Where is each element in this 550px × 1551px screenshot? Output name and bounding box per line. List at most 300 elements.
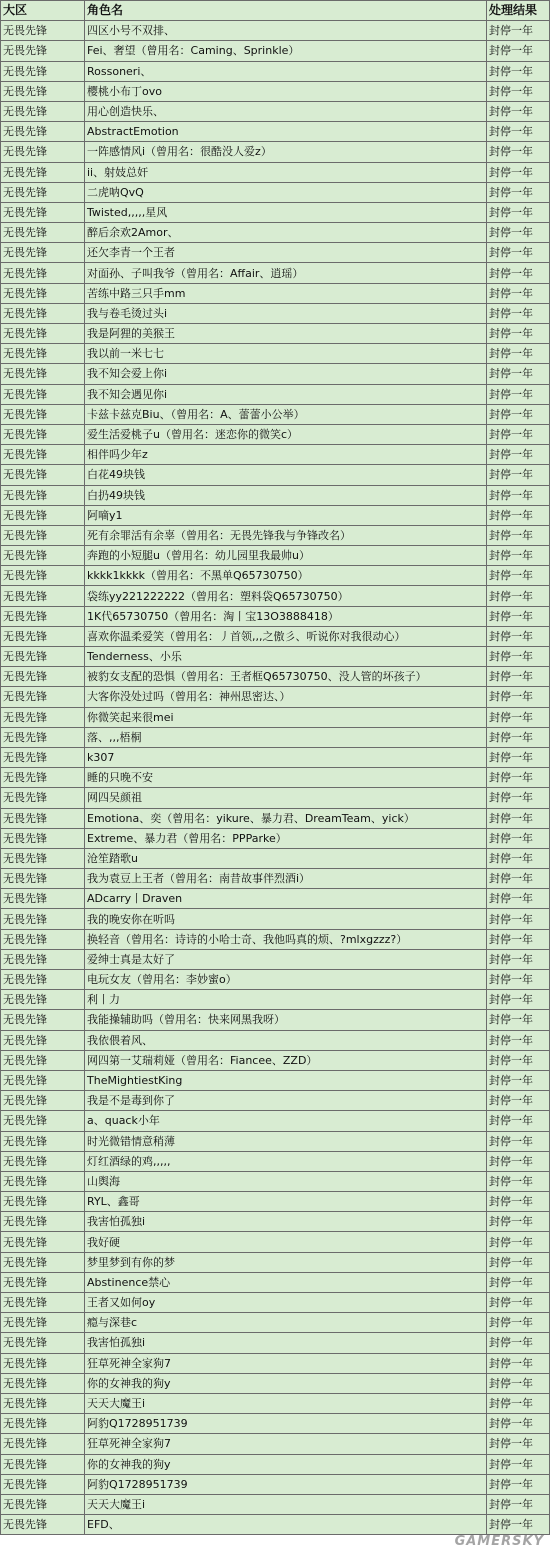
region-cell: 无畏先锋: [1, 1393, 85, 1413]
result-cell: 封停一年: [487, 525, 550, 545]
region-cell: 无畏先锋: [1, 202, 85, 222]
character-name-cell: 利丨力: [85, 990, 487, 1010]
region-cell: 无畏先锋: [1, 1333, 85, 1353]
result-cell: 封停一年: [487, 21, 550, 41]
table-row: [1, 970, 550, 990]
result-cell: 封停一年: [487, 162, 550, 182]
character-name-cell: 我害怕孤独i: [85, 1333, 487, 1353]
result-cell: 封停一年: [487, 1111, 550, 1131]
character-name-cell: 一阵感情风i（曾用名：很酷没人爱z）: [85, 142, 487, 162]
result-cell: 封停一年: [487, 1131, 550, 1151]
character-name-cell: 相伴吗少年z: [85, 445, 487, 465]
result-cell: 封停一年: [487, 1373, 550, 1393]
result-cell: 封停一年: [487, 909, 550, 929]
region-cell: 无畏先锋: [1, 1414, 85, 1434]
result-cell: 封停一年: [487, 970, 550, 990]
header-character-name: 角色名: [85, 1, 487, 21]
character-name-cell: 梦里梦到有你的梦: [85, 1252, 487, 1272]
table-row: [1, 1434, 550, 1454]
table-row: [1, 81, 550, 101]
character-name-cell: Fei、奢望（曾用名：Caming、Sprinkle）: [85, 41, 487, 61]
region-cell: 无畏先锋: [1, 1030, 85, 1050]
character-name-cell: 四区小号不双排、: [85, 21, 487, 41]
region-cell: 无畏先锋: [1, 101, 85, 121]
table-row: [1, 848, 550, 868]
table-row: [1, 1353, 550, 1373]
table-row: [1, 546, 550, 566]
table-row: [1, 1474, 550, 1494]
result-cell: 封停一年: [487, 122, 550, 142]
result-cell: 封停一年: [487, 445, 550, 465]
character-name-cell: kkkk1kkkk（曾用名：不黑单Q65730750）: [85, 566, 487, 586]
character-name-cell: 用心创造快乐、: [85, 101, 487, 121]
region-cell: 无畏先锋: [1, 1293, 85, 1313]
table-row: [1, 1171, 550, 1191]
result-cell: 封停一年: [487, 364, 550, 384]
table-row: [1, 1050, 550, 1070]
character-name-cell: 白扔49块钱: [85, 485, 487, 505]
character-name-cell: 阿豹Q1728951739: [85, 1474, 487, 1494]
result-cell: 封停一年: [487, 949, 550, 969]
character-name-cell: 网四吴颜祖: [85, 788, 487, 808]
region-cell: 无畏先锋: [1, 324, 85, 344]
region-cell: 无畏先锋: [1, 727, 85, 747]
table-row: [1, 122, 550, 142]
region-cell: 无畏先锋: [1, 707, 85, 727]
table-row: [1, 21, 550, 41]
table-row: [1, 707, 550, 727]
table-row: [1, 1111, 550, 1131]
character-name-cell: 樱桃小布丁ovo: [85, 81, 487, 101]
table-row: [1, 1212, 550, 1232]
result-cell: 封停一年: [487, 424, 550, 444]
region-cell: 无畏先锋: [1, 1131, 85, 1151]
result-cell: 封停一年: [487, 848, 550, 868]
character-name-cell: 醉后余欢2Amor、: [85, 223, 487, 243]
region-cell: 无畏先锋: [1, 768, 85, 788]
character-name-cell: 我不知会遇见你i: [85, 384, 487, 404]
result-cell: 封停一年: [487, 747, 550, 767]
region-cell: 无畏先锋: [1, 1091, 85, 1111]
region-cell: 无畏先锋: [1, 1515, 85, 1535]
table-row: [1, 687, 550, 707]
character-name-cell: 我以前一米七七: [85, 344, 487, 364]
region-cell: 无畏先锋: [1, 828, 85, 848]
region-cell: 无畏先锋: [1, 687, 85, 707]
result-cell: 封停一年: [487, 182, 550, 202]
result-cell: 封停一年: [487, 41, 550, 61]
region-cell: 无畏先锋: [1, 445, 85, 465]
character-name-cell: 我是不是毒到你了: [85, 1091, 487, 1111]
character-name-cell: 天天大魔王i: [85, 1393, 487, 1413]
result-cell: 封停一年: [487, 707, 550, 727]
result-cell: 封停一年: [487, 1252, 550, 1272]
table-body: [1, 21, 550, 1535]
header-row: [1, 1, 550, 21]
region-cell: 无畏先锋: [1, 162, 85, 182]
character-name-cell: 对面孙、子叫我爷（曾用名：Affair、逍瑶）: [85, 263, 487, 283]
region-cell: 无畏先锋: [1, 788, 85, 808]
table-row: [1, 525, 550, 545]
table-row: [1, 182, 550, 202]
result-cell: 封停一年: [487, 101, 550, 121]
table-row: [1, 283, 550, 303]
table-row: [1, 869, 550, 889]
result-cell: 封停一年: [487, 667, 550, 687]
region-cell: 无畏先锋: [1, 1171, 85, 1191]
table-row: [1, 1272, 550, 1292]
character-name-cell: AbstractEmotion: [85, 122, 487, 142]
table-row: [1, 101, 550, 121]
table-row: [1, 909, 550, 929]
header-result: 处理结果: [487, 1, 550, 21]
result-cell: 封停一年: [487, 1494, 550, 1514]
result-cell: 封停一年: [487, 243, 550, 263]
character-name-cell: 我好硬: [85, 1232, 487, 1252]
character-name-cell: 大客你没处过吗（曾用名：神州思密达、）: [85, 687, 487, 707]
table-row: [1, 303, 550, 323]
region-cell: 无畏先锋: [1, 122, 85, 142]
table-row: [1, 1192, 550, 1212]
region-cell: 无畏先锋: [1, 667, 85, 687]
character-name-cell: 爱生活爱桃子u（曾用名：迷恋你的微笑c）: [85, 424, 487, 444]
region-cell: 无畏先锋: [1, 586, 85, 606]
result-cell: 封停一年: [487, 566, 550, 586]
result-cell: 封停一年: [487, 1091, 550, 1111]
result-cell: 封停一年: [487, 1171, 550, 1191]
region-cell: 无畏先锋: [1, 1232, 85, 1252]
region-cell: 无畏先锋: [1, 525, 85, 545]
result-cell: 封停一年: [487, 586, 550, 606]
region-cell: 无畏先锋: [1, 142, 85, 162]
character-name-cell: 换轻音（曾用名：诗诗的小哈士奇、我他吗真的烦、?mlxgzzz?）: [85, 929, 487, 949]
result-cell: 封停一年: [487, 1434, 550, 1454]
region-cell: 无畏先锋: [1, 1272, 85, 1292]
character-name-cell: 我的晚安你在听吗: [85, 909, 487, 929]
region-cell: 无畏先锋: [1, 909, 85, 929]
result-cell: 封停一年: [487, 1232, 550, 1252]
result-cell: 封停一年: [487, 485, 550, 505]
region-cell: 无畏先锋: [1, 505, 85, 525]
character-name-cell: 阿豹Q1728951739: [85, 1414, 487, 1434]
table-header: [1, 1, 550, 21]
character-name-cell: 还欠李青一个王者: [85, 243, 487, 263]
region-cell: 无畏先锋: [1, 808, 85, 828]
region-cell: 无畏先锋: [1, 1212, 85, 1232]
result-cell: 封停一年: [487, 647, 550, 667]
result-cell: 封停一年: [487, 1393, 550, 1413]
result-cell: 封停一年: [487, 344, 550, 364]
character-name-cell: Emotiona、奕（曾用名：yikure、暴力君、DreamTeam、yick）: [85, 808, 487, 828]
character-name-cell: 我依偎着风、: [85, 1030, 487, 1050]
table-row: [1, 1515, 550, 1535]
character-name-cell: 我为袁豆上王者（曾用名：南昔故事伴烈酒i）: [85, 869, 487, 889]
table-row: [1, 1070, 550, 1090]
region-cell: 无畏先锋: [1, 546, 85, 566]
region-cell: 无畏先锋: [1, 1474, 85, 1494]
region-cell: 无畏先锋: [1, 384, 85, 404]
character-name-cell: RYL、鑫哥: [85, 1192, 487, 1212]
result-cell: 封停一年: [487, 1313, 550, 1333]
table-row: [1, 1010, 550, 1030]
character-name-cell: k307: [85, 747, 487, 767]
character-name-cell: 死有余罪活有余辜（曾用名：无畏先锋我与争锋改名）: [85, 525, 487, 545]
region-cell: 无畏先锋: [1, 647, 85, 667]
region-cell: 无畏先锋: [1, 606, 85, 626]
table-row: [1, 1252, 550, 1272]
table-row: [1, 788, 550, 808]
character-name-cell: 沧笙踏歌u: [85, 848, 487, 868]
table-row: [1, 727, 550, 747]
result-cell: 封停一年: [487, 929, 550, 949]
character-name-cell: 奔跑的小短腿u（曾用名：幼儿园里我最帅u）: [85, 546, 487, 566]
result-cell: 封停一年: [487, 223, 550, 243]
table-row: [1, 41, 550, 61]
region-cell: 无畏先锋: [1, 889, 85, 909]
result-cell: 封停一年: [487, 1030, 550, 1050]
character-name-cell: Tenderness、小乐: [85, 647, 487, 667]
region-cell: 无畏先锋: [1, 929, 85, 949]
table-row: [1, 263, 550, 283]
character-name-cell: Abstinence禁心: [85, 1272, 487, 1292]
table-row: [1, 667, 550, 687]
table-row: [1, 747, 550, 767]
result-cell: 封停一年: [487, 1212, 550, 1232]
result-cell: 封停一年: [487, 687, 550, 707]
table-row: [1, 929, 550, 949]
table-row: [1, 586, 550, 606]
table-row: [1, 223, 550, 243]
character-name-cell: a、quack小年: [85, 1111, 487, 1131]
character-name-cell: 山舆海: [85, 1171, 487, 1191]
character-name-cell: 我与卷毛烫过头i: [85, 303, 487, 323]
table-row: [1, 768, 550, 788]
table-row: [1, 566, 550, 586]
table-row: [1, 162, 550, 182]
table-row: [1, 384, 550, 404]
table-row: [1, 1091, 550, 1111]
watermark-logo: GAMERSKY: [454, 1534, 544, 1549]
character-name-cell: 王者又如何oy: [85, 1293, 487, 1313]
result-cell: 封停一年: [487, 1192, 550, 1212]
table-row: [1, 1414, 550, 1434]
result-cell: 封停一年: [487, 384, 550, 404]
character-name-cell: 1K代65730750（曾用名：淘丨宝13O3888418）: [85, 606, 487, 626]
region-cell: 无畏先锋: [1, 303, 85, 323]
character-name-cell: 你的女神我的狗y: [85, 1454, 487, 1474]
result-cell: 封停一年: [487, 61, 550, 81]
character-name-cell: 网四第一艾瑞莉娅（曾用名：Fiancee、ZZD）: [85, 1050, 487, 1070]
region-cell: 无畏先锋: [1, 1151, 85, 1171]
region-cell: 无畏先锋: [1, 747, 85, 767]
table-row: [1, 1131, 550, 1151]
table-row: [1, 1232, 550, 1252]
table-row: [1, 889, 550, 909]
character-name-cell: 你的女神我的狗y: [85, 1373, 487, 1393]
table-row: [1, 404, 550, 424]
region-cell: 无畏先锋: [1, 465, 85, 485]
result-cell: 封停一年: [487, 505, 550, 525]
result-cell: 封停一年: [487, 990, 550, 1010]
character-name-cell: Rossoneri、: [85, 61, 487, 81]
region-cell: 无畏先锋: [1, 1010, 85, 1030]
character-name-cell: 瘾与深巷c: [85, 1313, 487, 1333]
result-cell: 封停一年: [487, 788, 550, 808]
region-cell: 无畏先锋: [1, 1434, 85, 1454]
result-cell: 封停一年: [487, 768, 550, 788]
result-cell: 封停一年: [487, 546, 550, 566]
table-row: [1, 1333, 550, 1353]
character-name-cell: 我不知会爱上你i: [85, 364, 487, 384]
table-row: [1, 990, 550, 1010]
result-cell: 封停一年: [487, 1010, 550, 1030]
result-cell: 封停一年: [487, 1151, 550, 1171]
region-cell: 无畏先锋: [1, 243, 85, 263]
result-cell: 封停一年: [487, 1050, 550, 1070]
region-cell: 无畏先锋: [1, 1252, 85, 1272]
character-name-cell: 落、,,,梧桐: [85, 727, 487, 747]
character-name-cell: 二虎呐QvQ: [85, 182, 487, 202]
region-cell: 无畏先锋: [1, 1454, 85, 1474]
result-cell: 封停一年: [487, 1293, 550, 1313]
character-name-cell: 我是阿狸的美猴王: [85, 324, 487, 344]
table-row: [1, 949, 550, 969]
table-row: [1, 647, 550, 667]
region-cell: 无畏先锋: [1, 1353, 85, 1373]
result-cell: 封停一年: [487, 303, 550, 323]
result-cell: 封停一年: [487, 81, 550, 101]
character-name-cell: TheMightiestKing: [85, 1070, 487, 1090]
table-row: [1, 324, 550, 344]
character-name-cell: 狂草死神全家狗7: [85, 1434, 487, 1454]
result-cell: 封停一年: [487, 889, 550, 909]
result-cell: 封停一年: [487, 465, 550, 485]
character-name-cell: 灯红酒绿的鸡,,,,,: [85, 1151, 487, 1171]
character-name-cell: 白花49块钱: [85, 465, 487, 485]
table-row: [1, 1393, 550, 1413]
region-cell: 无畏先锋: [1, 1111, 85, 1131]
table-row: [1, 606, 550, 626]
region-cell: 无畏先锋: [1, 344, 85, 364]
result-cell: 封停一年: [487, 283, 550, 303]
region-cell: 无畏先锋: [1, 970, 85, 990]
character-name-cell: 天天大魔王i: [85, 1494, 487, 1514]
table-row: [1, 1373, 550, 1393]
result-cell: 封停一年: [487, 727, 550, 747]
region-cell: 无畏先锋: [1, 1494, 85, 1514]
table-row: [1, 1454, 550, 1474]
region-cell: 无畏先锋: [1, 21, 85, 41]
region-cell: 无畏先锋: [1, 1050, 85, 1070]
table-row: [1, 344, 550, 364]
character-name-cell: Extreme、暴力君（曾用名：PPParke）: [85, 828, 487, 848]
table-row: [1, 424, 550, 444]
region-cell: 无畏先锋: [1, 485, 85, 505]
result-cell: 封停一年: [487, 263, 550, 283]
region-cell: 无畏先锋: [1, 263, 85, 283]
result-cell: 封停一年: [487, 1333, 550, 1353]
result-cell: 封停一年: [487, 1454, 550, 1474]
result-cell: 封停一年: [487, 1272, 550, 1292]
table-row: [1, 485, 550, 505]
region-cell: 无畏先锋: [1, 404, 85, 424]
character-name-cell: 狂草死神全家狗7: [85, 1353, 487, 1373]
result-cell: 封停一年: [487, 1070, 550, 1090]
result-cell: 封停一年: [487, 626, 550, 646]
region-cell: 无畏先锋: [1, 1373, 85, 1393]
region-cell: 无畏先锋: [1, 990, 85, 1010]
character-name-cell: 被豹女支配的恐惧（曾用名：王者框Q65730750、没人管的坏孩子）: [85, 667, 487, 687]
region-cell: 无畏先锋: [1, 566, 85, 586]
table-row: [1, 1151, 550, 1171]
region-cell: 无畏先锋: [1, 848, 85, 868]
character-name-cell: 阿嘀y1: [85, 505, 487, 525]
table-row: [1, 1313, 550, 1333]
character-name-cell: ADcarry丨Draven: [85, 889, 487, 909]
result-cell: 封停一年: [487, 808, 550, 828]
result-cell: 封停一年: [487, 404, 550, 424]
result-cell: 封停一年: [487, 606, 550, 626]
character-name-cell: 睡的只晚不安: [85, 768, 487, 788]
result-cell: 封停一年: [487, 1353, 550, 1373]
table-row: [1, 1030, 550, 1050]
region-cell: 无畏先锋: [1, 1313, 85, 1333]
table-row: [1, 505, 550, 525]
result-cell: 封停一年: [487, 1414, 550, 1434]
region-cell: 无畏先锋: [1, 869, 85, 889]
table-row: [1, 808, 550, 828]
region-cell: 无畏先锋: [1, 626, 85, 646]
table-row: [1, 243, 550, 263]
region-cell: 无畏先锋: [1, 424, 85, 444]
region-cell: 无畏先锋: [1, 41, 85, 61]
table-row: [1, 142, 550, 162]
region-cell: 无畏先锋: [1, 223, 85, 243]
character-name-cell: 袋练yy221222222（曾用名：塑料袋Q65730750）: [85, 586, 487, 606]
result-cell: 封停一年: [487, 142, 550, 162]
character-name-cell: EFD、: [85, 1515, 487, 1535]
header-region: 大区: [1, 1, 85, 21]
table-row: [1, 828, 550, 848]
result-cell: 封停一年: [487, 1474, 550, 1494]
character-name-cell: ii、射妓总奸: [85, 162, 487, 182]
character-name-cell: 你微笑起来很mei: [85, 707, 487, 727]
table-row: [1, 364, 550, 384]
table-row: [1, 61, 550, 81]
character-name-cell: 苦练中路三只手mm: [85, 283, 487, 303]
table-row: [1, 465, 550, 485]
region-cell: 无畏先锋: [1, 1070, 85, 1090]
table-row: [1, 202, 550, 222]
table-row: [1, 626, 550, 646]
table-row: [1, 1293, 550, 1313]
character-name-cell: 我能操辅助吗（曾用名：快来网黑我呀）: [85, 1010, 487, 1030]
result-cell: 封停一年: [487, 869, 550, 889]
result-cell: 封停一年: [487, 828, 550, 848]
character-name-cell: 卡兹卡兹克Biu、（曾用名：A、蕾蕾小公举）: [85, 404, 487, 424]
character-name-cell: Twisted,,,,,星风: [85, 202, 487, 222]
character-name-cell: 电玩女友（曾用名：李妙蜜o）: [85, 970, 487, 990]
result-cell: 封停一年: [487, 1515, 550, 1535]
table-row: [1, 445, 550, 465]
region-cell: 无畏先锋: [1, 61, 85, 81]
character-name-cell: 喜欢你温柔爱笑（曾用名：丿首领,,,之傲彡、听说你对我很动心）: [85, 626, 487, 646]
character-name-cell: 时光微错情意稍薄: [85, 1131, 487, 1151]
character-name-cell: 我害怕孤独i: [85, 1212, 487, 1232]
region-cell: 无畏先锋: [1, 949, 85, 969]
region-cell: 无畏先锋: [1, 81, 85, 101]
region-cell: 无畏先锋: [1, 364, 85, 384]
